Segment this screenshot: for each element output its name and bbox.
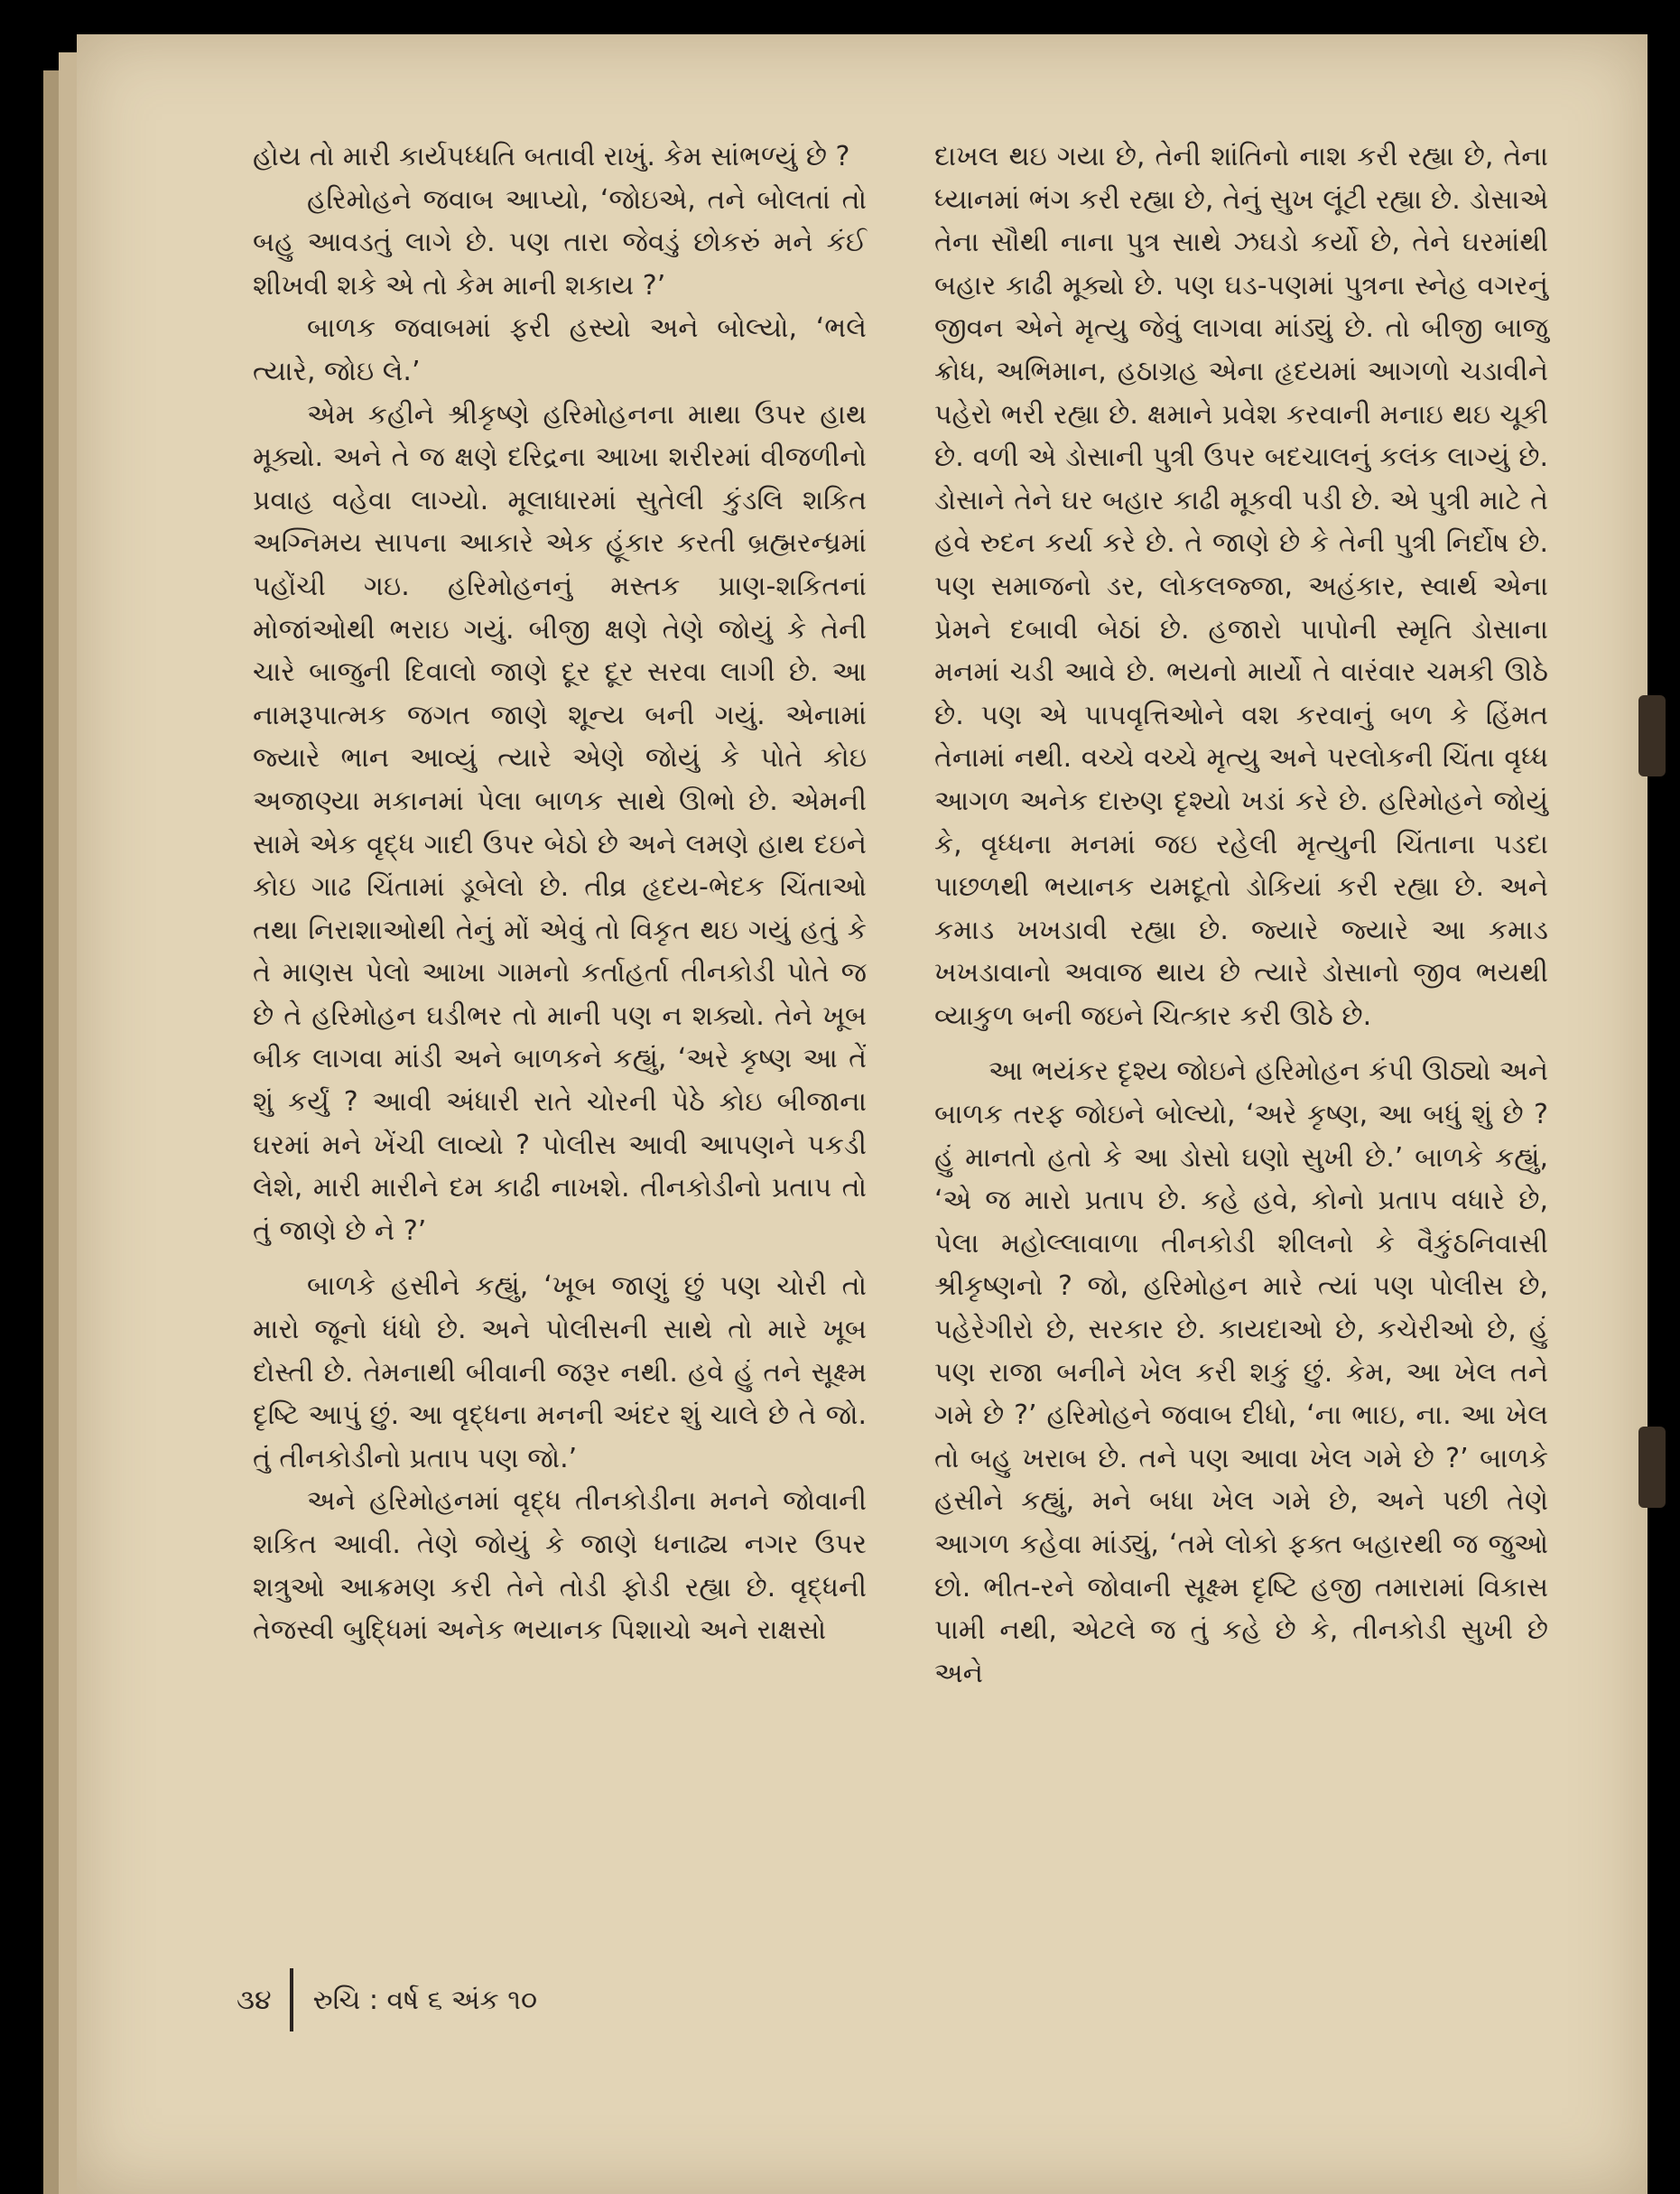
- left-text-column: [253, 135, 867, 1652]
- footer-divider: [290, 1968, 293, 2031]
- page-number: ૩૪: [237, 1984, 272, 2016]
- paragraph: અને હરિમોહનમાં વૃદ્ધ તીનકોડીના મનને જોવાની શકિત આવી. તેણે જોયું કે જાણે ધનાઢ્ય નગર ઉપર શત્રુઓ આક્રમણ કરી તેને તોડી ફોડી રહ્યા છે. વૃદ્ધની તેજસ્વી બુદ્ધિમાં અનેક ભયાનક પિશાચો અને રાક્ષસો: [253, 1485, 867, 1647]
- paragraph: હરિમોહને જવાબ આપ્યો, ‘જોઇએ, તને બોલતાં તો બહુ આવડતું લાગે છે. પણ તારા જેવડું છોકરું મને કંઈ શીખવી શકે એ તો કેમ માની શકાય ?’: [253, 183, 867, 302]
- magazine-title: રુચિ : વર્ષ ૬ અંક ૧૦: [312, 1984, 538, 2016]
- binding-clip-bottom: [1638, 1427, 1666, 1508]
- paragraph: દાખલ થઇ ગયા છે, તેની શાંતિનો નાશ કરી રહ્યા છે, તેના ધ્યાનમાં ભંગ કરી રહ્યા છે, તેનું સુખ લૂંટી રહ્યા છે. ડોસાએ તેના સૌથી નાના પુત્ર સાથે ઝઘડો કર્યો છે, તેને ઘરમાંથી બહાર કાઢી મૂક્યો છે. પણ ઘડ-પણમાં પુત્રના સ્નેહ વગરનું જીવન એને મૃત્યુ જેવું લાગવા માંડ્યું છે. તો બીજી બાજુ ક્રોધ, અભિમાન, હઠાગ્રહ એના હૃદયમાં આગળો ચડાવીને પહેરો ભરી રહ્યા છે. ક્ષમાને પ્રવેશ કરવાની મનાઇ થઇ ચૂકી છે. વળી એ ડોસાની પુત્રી ઉપર બદચાલનું કલંક લાગ્યું છે. ડોસાને તેને ઘર બહાર કાઢી મૂકવી પડી છે. એ પુત્રી માટે તે હવે રુદન કર્યા કરે છે. તે જાણે છે કે તેની પુત્રી નિર્દોષ છે. પણ સમાજનો ડર, લોકલજ્જા, અહંકાર, સ્વાર્થ એના પ્રેમને દબાવી બેઠાં છે. હજારો પાપોની સ્મૃતિ ડોસાના મનમાં ચડી આવે છે. ભયનો માર્યો તે વારંવાર ચમકી ઊઠે છે. પણ એ પાપવૃત્તિઓને વશ કરવાનું બળ કે હિંમત તેનામાં નથી. વચ્ચે વચ્ચે મૃત્યુ અને પરલોકની ચિંતા વૃધ્ધ આગળ અનેક દારુણ દૃશ્યો ખડાં કરે છે. હરિમોહને જોયું કે, વૃધ્ધના મનમાં જઇ રહેલી મૃત્યુની ચિંતાના પડદા પાછળથી ભયાનક યમદૂતો ડોકિયાં કરી રહ્યા છે. અને કમાડ ખખડાવી રહ્યા છે. જ્યારે જ્યારે આ કમાડ ખખડાવાનો અવાજ થાય છે ત્યારે ડોસાનો જીવ ભયથી વ્યાકુળ બની જઇને ચિત્કાર કરી ઊઠે છે.: [934, 141, 1548, 1032]
- page-footer: [237, 1968, 537, 2031]
- paragraph: આ ભયંકર દૃશ્ય જોઇને હરિમોહન કંપી ઊઠ્યો અને બાળક તરફ જોઇને બોલ્યો, ‘અરે કૃષ્ણ, આ બધું શું છે ? હું માનતો હતો કે આ ડોસો ઘણો સુખી છે.’ બાળકે કહ્યું, ‘એ જ મારો પ્રતાપ છે. કહે હવે, કોનો પ્રતાપ વધારે છે, પેલા મહોલ્લાવાળા તીનકોડી શીલનો કે વૈકુંઠનિવાસી શ્રીકૃષ્ણનો ? જો, હરિમોહન મારે ત્યાં પણ પોલીસ છે, પહેરેગીરો છે, સરકાર છે. કાયદાઓ છે, કચેરીઓ છે, હું પણ રાજા બનીને ખેલ કરી શકું છું. કેમ, આ ખેલ તને ગમે છે ?’ હરિમોહને જવાબ દીધો, ‘ના ભાઇ, ના. આ ખેલ તો બહુ ખરાબ છે. તને પણ આવા ખેલ ગમે છે ?’ બાળકે હસીને કહ્યું, મને બધા ખેલ ગમે છે, અને પછી તેણે આગળ કહેવા માંડ્યું, ‘તમે લોકો ફક્ત બહારથી જ જુઓ છો. ભીત-રને જોવાની સૂક્ષ્મ દૃષ્ટિ હજી તમારામાં વિકાસ પામી નથી, એટલે જ તું કહે છે કે, તીનકોડી સુખી છે અને: [934, 1055, 1548, 1689]
- paragraph: એમ કહીને શ્રીકૃષ્ણે હરિમોહનના માથા ઉપર હાથ મૂક્યો. અને તે જ ક્ષણે દરિદ્રના આખા શરીરમાં વીજળીનો પ્રવાહ વહેવા લાગ્યો. મૂલાધારમાં સુતેલી કુંડલિ શકિત અગ્નિમય સાપના આકારે એક હૂંકાર કરતી બ્રહ્મરન્ધ્રમાં પહોંચી ગઇ. હરિમોહનનું મસ્તક પ્રાણ-શકિતનાં મોજાંઓથી ભરાઇ ગયું. બીજી ક્ષણે તેણે જોયું કે તેની ચારે બાજુની દિવાલો જાણે દૂર દૂર સરવા લાગી છે. આ નામરૂપાત્મક જગત જાણે શૂન્ય બની ગયું. એનામાં જ્યારે ભાન આવ્યું ત્યારે એણે જોયું કે પોતે કોઇ અજાણ્યા મકાનમાં પેલા બાળક સાથે ઊભો છે. એમની સામે એક વૃદ્ધ ગાદી ઉપર બેઠો છે અને લમણે હાથ દઇને કોઇ ગાઢ ચિંતામાં ડૂબેલો છે. તીવ્ર હૃદય-ભેદક ચિંતાઓ તથા નિરાશાઓથી તેનું મોં એવું તો વિકૃત થઇ ગયું હતું કે તે માણસ પેલો આખા ગામનો કર્તાહર્તા તીનકોડી પોતે જ છે તે હરિમોહન ઘડીભર તો માની પણ ન શક્યો. તેને ખૂબ બીક લાગવા માંડી અને બાળકને કહ્યું, ‘અરે કૃષ્ણ આ તેં શું કર્યું ? આવી અંધારી રાતે ચોરની પેઠે કોઇ બીજાના ઘરમાં મને ખેંચી લાવ્યો ? પોલીસ આવી આપણને પકડી લેશે, મારી મારીને દમ કાઢી નાખશે. તીનકોડીનો પ્રતાપ તો તું જાણે છે ને ?’: [253, 398, 867, 1247]
- paragraph: બાળકે હસીને કહ્યું, ‘ખૂબ જાણું છું પણ ચોરી તો મારો જૂનો ધંધો છે. અને પોલીસની સાથે તો મારે ખૂબ દોસ્તી છે. તેમનાથી બીવાની જરૂર નથી. હવે હું તને સૂક્ષ્મ દૃષ્ટિ આપું છું. આ વૃદ્ધના મનની અંદર શું ચાલે છે તે જો. તું તીનકોડીનો પ્રતાપ પણ જો.’: [253, 1270, 867, 1474]
- paragraph: હોય તો મારી કાર્યપધ્ધતિ બતાવી રાખું. કેમ સાંભળ્યું છે ?: [253, 141, 850, 172]
- right-text-column: [934, 135, 1548, 1695]
- paragraph: બાળક જવાબમાં ફરી હસ્યો અને બોલ્યો, ‘ભલે ત્યારે, જોઇ લે.’: [253, 312, 867, 387]
- page-edge: [59, 52, 79, 2194]
- binding-clip-top: [1638, 695, 1666, 776]
